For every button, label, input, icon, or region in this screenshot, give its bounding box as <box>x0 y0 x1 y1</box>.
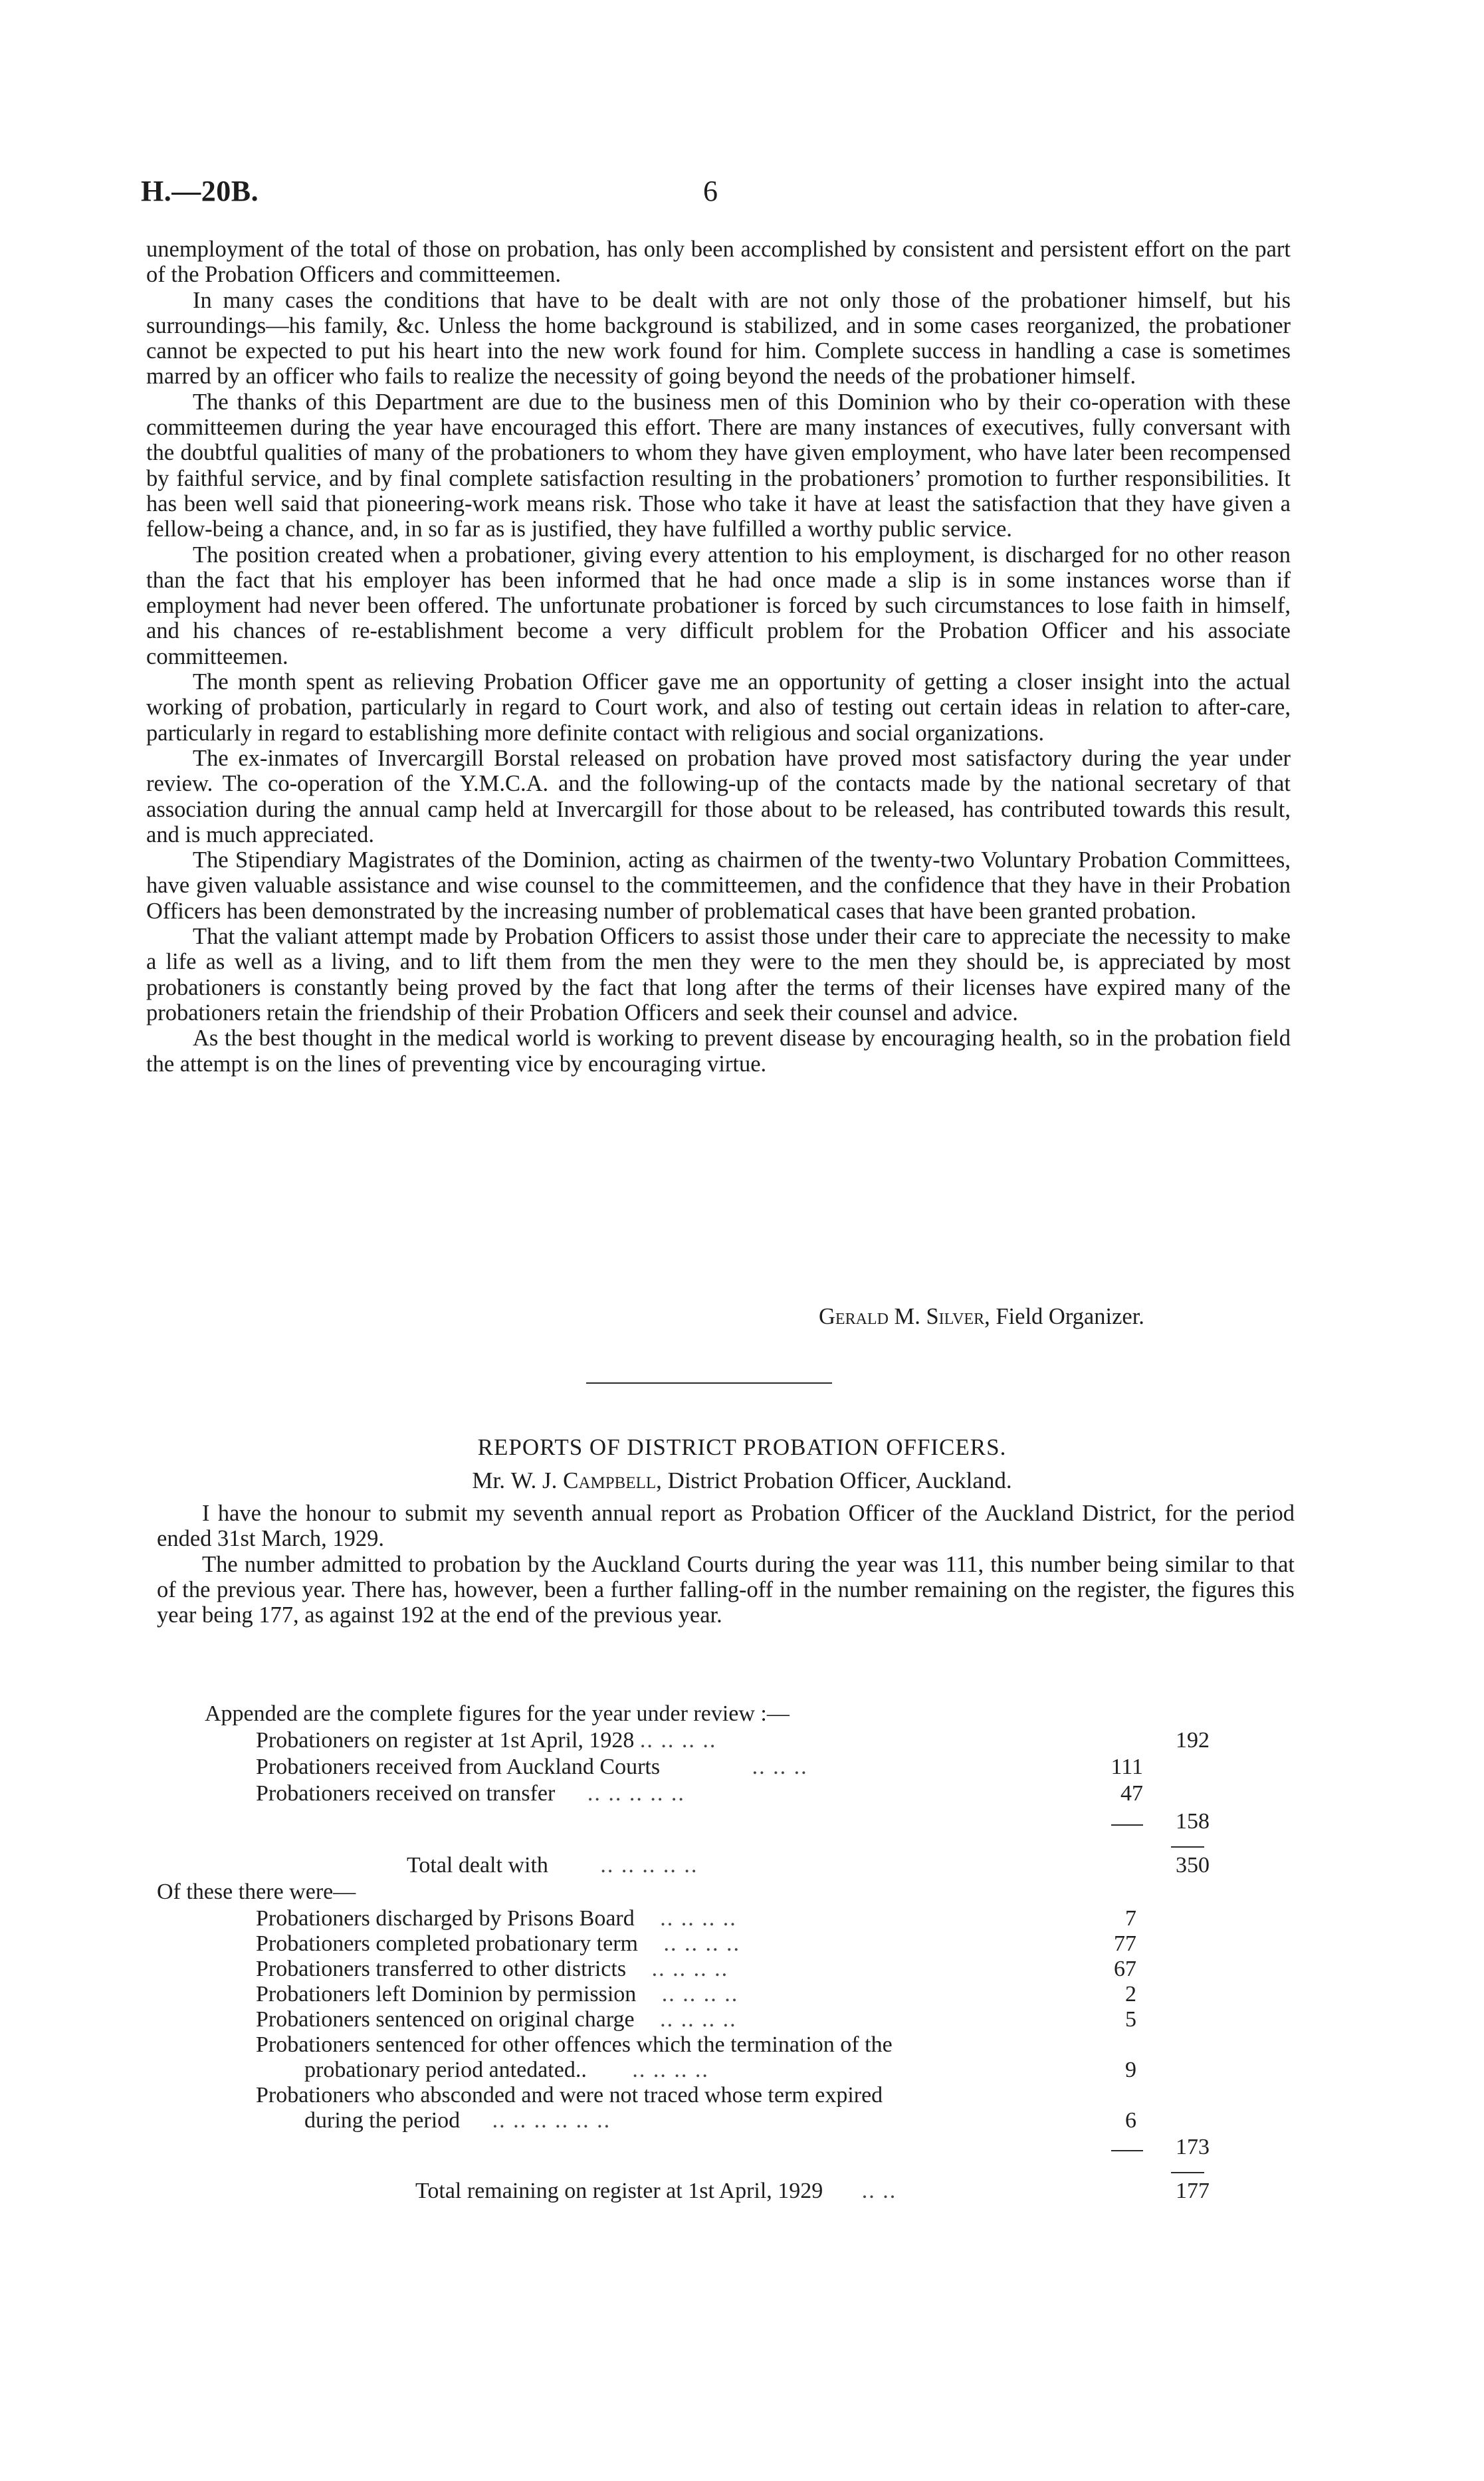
paragraph: unemployment of the total of those on probation, has only been accomplished by consistent and persistent effort on the part of the Probation Officers and committeemen. <box>146 237 1291 288</box>
table-row <box>256 1957 728 1982</box>
leader-dots: .. .. .. .. <box>663 1931 740 1956</box>
officer-prefix: Mr. <box>472 1467 511 1493</box>
row-value: 5 <box>1125 2007 1136 2032</box>
leader-dots: .. .. .. .. <box>661 1982 739 2006</box>
leader-dots: .. .. .. <box>752 1755 808 1779</box>
row-label: Probationers on register at 1st April, 1928 <box>256 1728 635 1753</box>
table-row <box>256 1755 808 1780</box>
row-value: 111 <box>1111 1755 1143 1779</box>
paragraph: In many cases the conditions that have to be dealt with are not only those of the probationer himself, but his surroundings—his family, &c. Unless the home background is stabilized, and in some cases reorganized, the probationer cannot be expected to put his heart into the new work found for him. Complete success in handling a case is sometimes marred by an officer who fails to realize the necessity of going beyond the needs of the probationer himself. <box>146 287 1291 389</box>
row-value: 77 <box>1114 1931 1136 1956</box>
total-dealt-value: 350 <box>1176 1853 1210 1878</box>
row-label: Probationers completed probationary term <box>256 1931 638 1956</box>
table-intro: Appended are the complete figures for the year under review :— <box>205 1701 790 1726</box>
of-these-label: Of these there were— <box>157 1880 356 1904</box>
remaining-value: 177 <box>1176 2179 1210 2203</box>
paragraph: That the valiant attempt made by Probation Officers to assist those under their care to appreciate the necessity to make a life as well as a living, and to lift them from the men they were to the men they should be, is appreciated by most probationers is constantly being proved by the fact that long after the terms of their licenses have expired many of the probationers retain the friendship of their Probation Officers and seek their counsel and advice. <box>146 924 1291 1025</box>
table-row <box>256 1982 738 2007</box>
leader-dots: .. .. <box>861 2179 897 2203</box>
officer-suffix: , District Probation Officer, Auckland. <box>656 1467 1012 1493</box>
leader-dots: .. .. .. .. <box>639 1728 717 1753</box>
leader-dots: .. .. .. .. <box>660 1906 737 1931</box>
row-label: probationary period antedated.. <box>304 2058 587 2082</box>
section-heading: REPORTS OF DISTRICT PROBATION OFFICERS. <box>477 1434 1007 1460</box>
paragraph: The number admitted to probation by the Auckland Courts during the year was 111, this number being similar to that of the previous year. There has, however, been a further falling-off in the number remaining on the register, the figures this year being 177, as against 192 at the end of the previous year. <box>157 1551 1295 1628</box>
auckland-report-text <box>157 1501 1295 1628</box>
table-row <box>304 2108 611 2133</box>
row-value: 47 <box>1120 1781 1143 1806</box>
officer-line <box>0 1467 1484 1494</box>
table-row <box>256 1781 685 1806</box>
paragraph: As the best thought in the medical world is working to prevent disease by encouraging health, so in the probation field the attempt is on the lines of preventing vice by encouraging virtue. <box>146 1025 1291 1077</box>
row-label: Probationers received on transfer <box>256 1781 556 1806</box>
antedated-line-1: Probationers sentenced for other offences which the termination of the <box>256 2032 893 2057</box>
field-organizer-report-text <box>146 237 1291 1077</box>
row-label: Probationers received from Auckland Courts <box>256 1755 661 1779</box>
leader-dots: .. .. .. .. .. <box>600 1853 698 1878</box>
leader-dots: .. .. .. .. <box>651 1957 729 1981</box>
dash-rule <box>1111 2150 1143 2151</box>
row-label: Probationers transferred to other districts <box>256 1957 627 1981</box>
paragraph: The ex-inmates of Invercargill Borstal released on probation have proved most satisfactory during the year under review. The co-operation of the Y.M.C.A. and the following-up of the contacts made by the national secretary of that association during the annual camp held at Invercargill for those about to be released, has contributed towards this result, and is much appreciated. <box>146 745 1291 847</box>
row-value: 7 <box>1125 1906 1136 1931</box>
row-label: Probationers left Dominion by permission <box>256 1982 637 2006</box>
table-row <box>304 2058 709 2083</box>
paragraph: The position created when a probationer, giving every attention to his employment, is discharged for no other reason than the fact that his employer has been informed that he had once made a slip is in some instances worse than if employment had never been offered. The unfortunate probationer is forced by such circumstances to lose faith in himself, and his chances of re-establishment become a very difficult problem for the Probation Officer and his associate committeemen. <box>146 542 1291 669</box>
officer-name: W. J. Campbell <box>510 1467 657 1493</box>
page-number: 6 <box>703 175 718 207</box>
paragraph: I have the honour to submit my seventh annual report as Probation Officer of the Auckland District, for the period ended 31st March, 1929. <box>157 1501 1295 1552</box>
subtotal-disposed: 173 <box>1176 2135 1210 2159</box>
document-reference: H.—20B. <box>141 175 259 207</box>
total-dealt-label: Total dealt with <box>407 1853 548 1878</box>
total-dealt-row <box>407 1853 698 1878</box>
table-row <box>256 1931 740 1957</box>
table-row <box>256 2007 737 2032</box>
row-total: 192 <box>1176 1728 1210 1753</box>
subtotal-received: 158 <box>1176 1809 1210 1834</box>
signatory-name: Gerald M. Silver <box>819 1304 985 1329</box>
leader-dots: .. .. .. .. <box>632 2058 709 2082</box>
dash-rule <box>1111 1824 1143 1826</box>
sum-rule <box>1171 1846 1204 1848</box>
table-row <box>256 1906 737 1931</box>
section-divider <box>586 1382 832 1384</box>
leader-dots: .. .. .. .. .. <box>587 1781 685 1806</box>
sum-rule <box>1171 2172 1204 2173</box>
row-value: 9 <box>1125 2058 1136 2082</box>
absconded-line-1: Probationers who absconded and were not traced whose term expired <box>256 2083 883 2107</box>
paragraph: The thanks of this Department are due to the business men of this Dominion who by their co-operation with these committeemen during the year have encouraged this effort. There are many instances of executives, fully conversant with the doubtful qualities of many of the probationers to whom they have given employment, who have later been recompensed by faithful service, and by final complete satisfaction resulting in the probationers’ promotion to further responsibilities. It has been well said that pioneering-work means risk. Those who take it have at least the satisfaction that they have given a fellow-being a chance, and, in so far as is justified, they have fulfilled a worthy public service. <box>146 389 1291 542</box>
row-label: during the period <box>304 2108 461 2133</box>
remaining-label: Total remaining on register at 1st April, 1929 <box>415 2179 823 2203</box>
table-row <box>256 1728 716 1753</box>
row-label: Probationers sentenced on original charge <box>256 2007 635 2032</box>
row-value: 2 <box>1125 1982 1136 2006</box>
leader-dots: .. .. .. .. <box>660 2007 737 2032</box>
leader-dots: .. .. .. .. .. .. <box>492 2108 611 2133</box>
row-label: Probationers discharged by Prisons Board <box>256 1906 635 1931</box>
signature-line <box>819 1304 1144 1330</box>
paragraph: The Stipendiary Magistrates of the Dominion, acting as chairmen of the twenty-two Voluntary Probation Committees, have given valuable assistance and wise counsel to the committeemen, and the confidence that they have in their Probation Officers has been demonstrated by the increasing number of problematical cases that have been granted probation. <box>146 847 1291 924</box>
row-value: 6 <box>1125 2108 1136 2133</box>
signatory-title: , Field Organizer. <box>984 1304 1144 1329</box>
paragraph: The month spent as relieving Probation Officer gave me an opportunity of getting a closer insight into the actual working of probation, particularly in regard to Court work, and also of testing out certain ideas in relation to after-care, particularly in regard to establishing more definite contact with religious and social organizations. <box>146 669 1291 746</box>
remaining-row <box>415 2179 897 2204</box>
row-value: 67 <box>1114 1957 1136 1981</box>
